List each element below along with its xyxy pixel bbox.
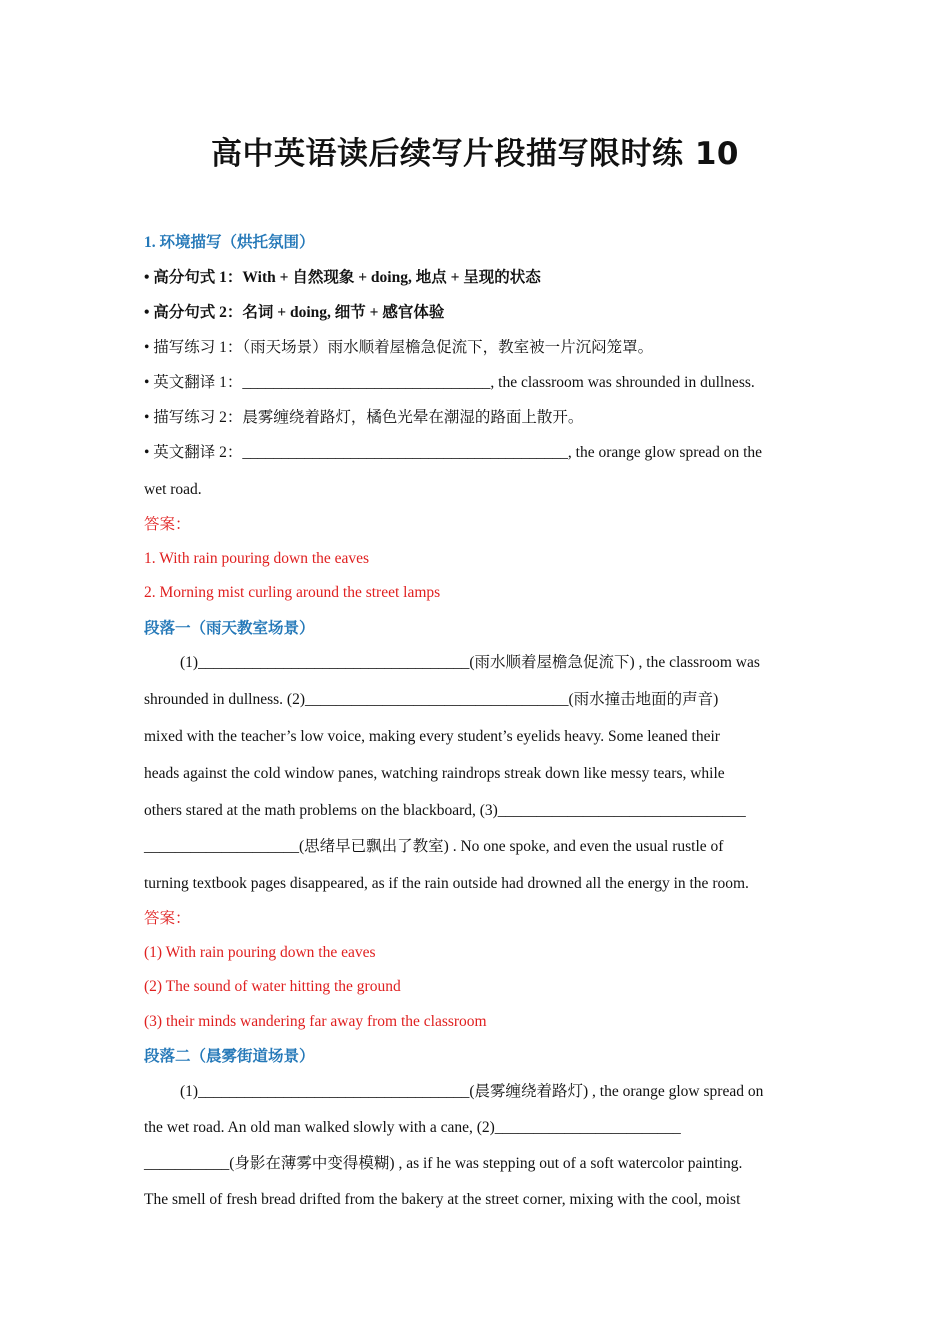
answer-item: (3) their minds wandering far away from the classroom	[144, 1013, 487, 1030]
answer-item: 1. With rain pouring down the eaves	[144, 550, 370, 567]
paragraph2-heading: 段落二（晨雾街道场景）	[144, 1048, 315, 1065]
paragraph-line: turning textbook pages disappeared, as if the rain outside had drowned all the energy in the room.	[144, 875, 749, 892]
paragraph-line: ___________(身影在薄雾中变得模糊) , as if he was stepping out of a soft watercolor painting.	[144, 1155, 743, 1172]
answer-item: (1) With rain pouring down the eaves	[144, 944, 376, 961]
paragraph-line: shrounded in dullness. (2)__________________________________(雨水撞击地面的声音)	[144, 691, 719, 708]
page-title: 高中英语读后续写片段描写限时练 10	[211, 136, 739, 172]
paragraph-line: mixed with the teacher’s low voice, making every student’s eyelids heavy. Some leaned their	[144, 728, 720, 745]
answer-item: 2. Morning mist curling around the street lamps	[144, 584, 441, 601]
paragraph-line: (1)___________________________________(雨水顺着屋檐急促流下) , the classroom was	[180, 654, 760, 671]
pattern-1: • 高分句式 1：With + 自然现象 + doing, 地点 + 呈现的状态	[144, 269, 541, 286]
pattern-2: • 高分句式 2：名词 + doing, 细节 + 感官体验	[144, 304, 445, 321]
answer-label: 答案：	[144, 516, 191, 533]
practice-2: • 描写练习 2：晨雾缠绕着路灯，橘色光晕在潮湿的路面上散开。	[144, 409, 584, 426]
answer-item: (2) The sound of water hitting the ground	[144, 978, 401, 995]
paragraph1-heading: 段落一（雨天教室场景）	[144, 620, 315, 637]
paragraph-line: the wet road. An old man walked slowly with a cane, (2)________________________	[144, 1119, 681, 1136]
paragraph-line: heads against the cold window panes, watching raindrops streak down like messy tears, while	[144, 765, 725, 782]
practice-1: • 描写练习 1：（雨天场景）雨水顺着屋檐急促流下，教室被一片沉闷笼罩。	[144, 339, 654, 356]
answer-label: 答案：	[144, 910, 191, 927]
section1-heading: 1. 环境描写（烘托氛围）	[144, 234, 315, 251]
paragraph-line: ____________________(思绪早已飘出了教室) . No one spoke, and even the usual rustle of	[144, 838, 724, 855]
translation-2: • 英文翻译 2：__________________________________________, the orange glow spread on the	[144, 444, 763, 461]
translation-2-cont: wet road.	[144, 481, 202, 498]
paragraph-line: (1)___________________________________(晨雾缠绕着路灯) , the orange glow spread on	[180, 1083, 764, 1100]
paragraph-line: The smell of fresh bread drifted from the bakery at the street corner, mixing with the cool, moist	[144, 1191, 741, 1208]
paragraph-line: others stared at the math problems on the blackboard, (3)________________________________	[144, 802, 746, 819]
translation-1: • 英文翻译 1：________________________________, the classroom was shrounded in dullness.	[144, 374, 755, 391]
